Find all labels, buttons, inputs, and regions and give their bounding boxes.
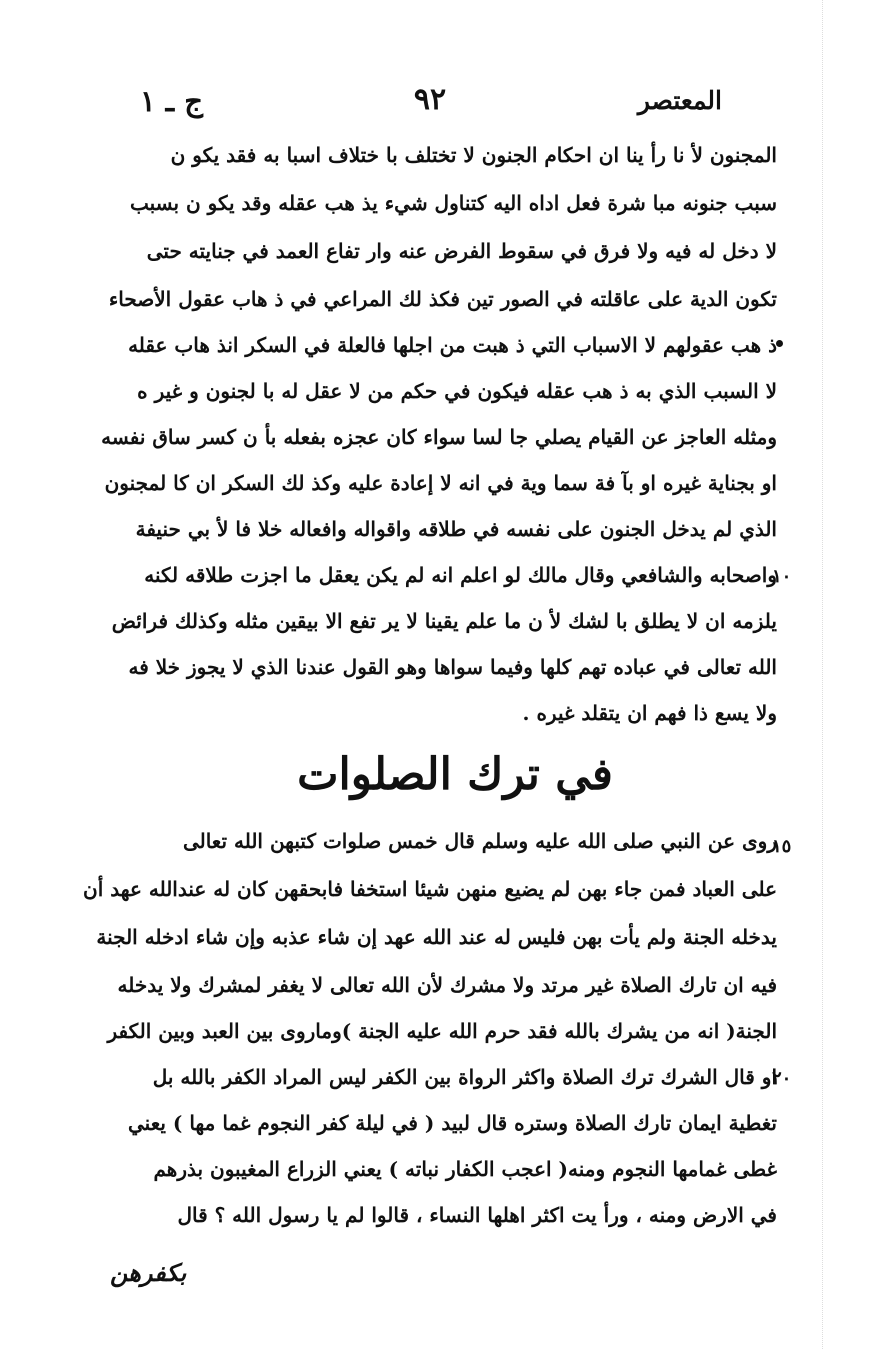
line-number: ٢٠ <box>772 1068 792 1089</box>
text-line: او بجناية غيره او بآ فة سما وية في انه لا إعادة عليه وكذ لك السكر ان كا لمجنون <box>104 471 777 495</box>
text-line: ولا يسع ذا فهم ان يتقلد غيره . <box>522 701 777 725</box>
book-title: المعتصر <box>637 86 722 115</box>
page-number: ٩٢ <box>413 82 447 117</box>
text-line: لا دخل له فيه ولا فرق في سقوط الفرض عنه وار تفاع العمد في جنايته حتى <box>146 239 777 263</box>
margin-guide <box>822 0 823 1349</box>
text-line: تكون الدية على عاقلته في الصور تين فكذ لك المراعي في ذ هاب عقول الأصحاء <box>108 287 777 311</box>
text-line: الذي لم يدخل الجنون على نفسه في طلاقه واقواله وافعاله خلا فا لأ بي حنيفة <box>135 517 777 541</box>
text-line: ذ هب عقولهم لا الاسباب التي ذ هبت من اجلها فالعلة في السكر انذ هاب عقله <box>128 333 777 357</box>
text-line: المجنون لأ نا رأ ينا ان احكام الجنون لا تختلف با ختلاف اسبا به فقد يكو ن <box>170 143 777 167</box>
running-header <box>110 78 750 128</box>
line-number: ١٠ <box>772 566 792 587</box>
text-line: على العباد فمن جاء بهن لم يضيع منهن شيئا استخفا فابحقهن كان له عندالله عهد أن <box>83 877 777 901</box>
text-line: لا السبب الذي به ذ هب عقله فيكون في حكم من لا عقل له با لجنون و غير ه <box>137 379 777 403</box>
text-line: فيه ان تارك الصلاة غير مرتد ولا مشرك لأن الله تعالى لا يغفر لمشرك ولا يدخله <box>117 973 777 997</box>
marginal-bullet <box>776 340 783 347</box>
text-line: ومثله العاجز عن القيام يصلي جا لسا سواء كان عجزه بفعله بأ ن كسر ساق نفسه <box>101 425 777 449</box>
text-line: يدخله الجنة ولم يأت بهن فليس له عند الله عهد إن شاء عذبه وإن شاء ادخله الجنة <box>96 925 777 949</box>
text-line: واصحابه والشافعي وقال مالك لو اعلم انه لم يكن يعقل ما اجزت طلاقه لكنه <box>144 563 777 587</box>
text-line: سبب جنونه مبا شرة فعل اداه اليه كتناول شيء يذ هب عقله وقد يكو ن بسبب <box>129 191 777 215</box>
volume-label: ج ـ ١ <box>140 84 203 118</box>
section-heading: في ترك الصلوات <box>297 749 613 800</box>
text-line: غطى غمامها النجوم ومنه( اعجب الكفار نباته ) يعني الزراع المغيبون بذرهم <box>153 1157 777 1181</box>
line-number: ١٥ <box>772 836 792 857</box>
text-line: روى عن النبي صلى الله عليه وسلم قال خمس صلوات كتبهن الله تعالى <box>182 829 777 853</box>
text-line: او قال الشرك ترك الصلاة واكثر الرواة بين الكفر ليس المراد الكفر بالله بل <box>152 1065 777 1089</box>
text-line: الله تعالى في عباده تهم كلها وفيما سواها وهو القول عندنا الذي لا يجوز خلا فه <box>128 655 777 679</box>
text-line: الجنة( انه من يشرك بالله فقد حرم الله عليه الجنة )وماروى بين العبد وبين الكفر <box>107 1019 777 1043</box>
text-line: في الارض ومنه ، ورأ يت اكثر اهلها النساء ، قالوا لم يا رسول الله ؟ قال <box>177 1203 777 1227</box>
text-line: تغطية ايمان تارك الصلاة وستره قال لبيد ( في ليلة كفر النجوم غما مها ) يعني <box>128 1111 777 1135</box>
text-line: يلزمه ان لا يطلق با لشك لأ ن ما علم يقينا لا ير تفع الا بيقين مثله وكذلك فرائض <box>111 609 777 633</box>
catchword: بكفرهن <box>110 1258 187 1287</box>
